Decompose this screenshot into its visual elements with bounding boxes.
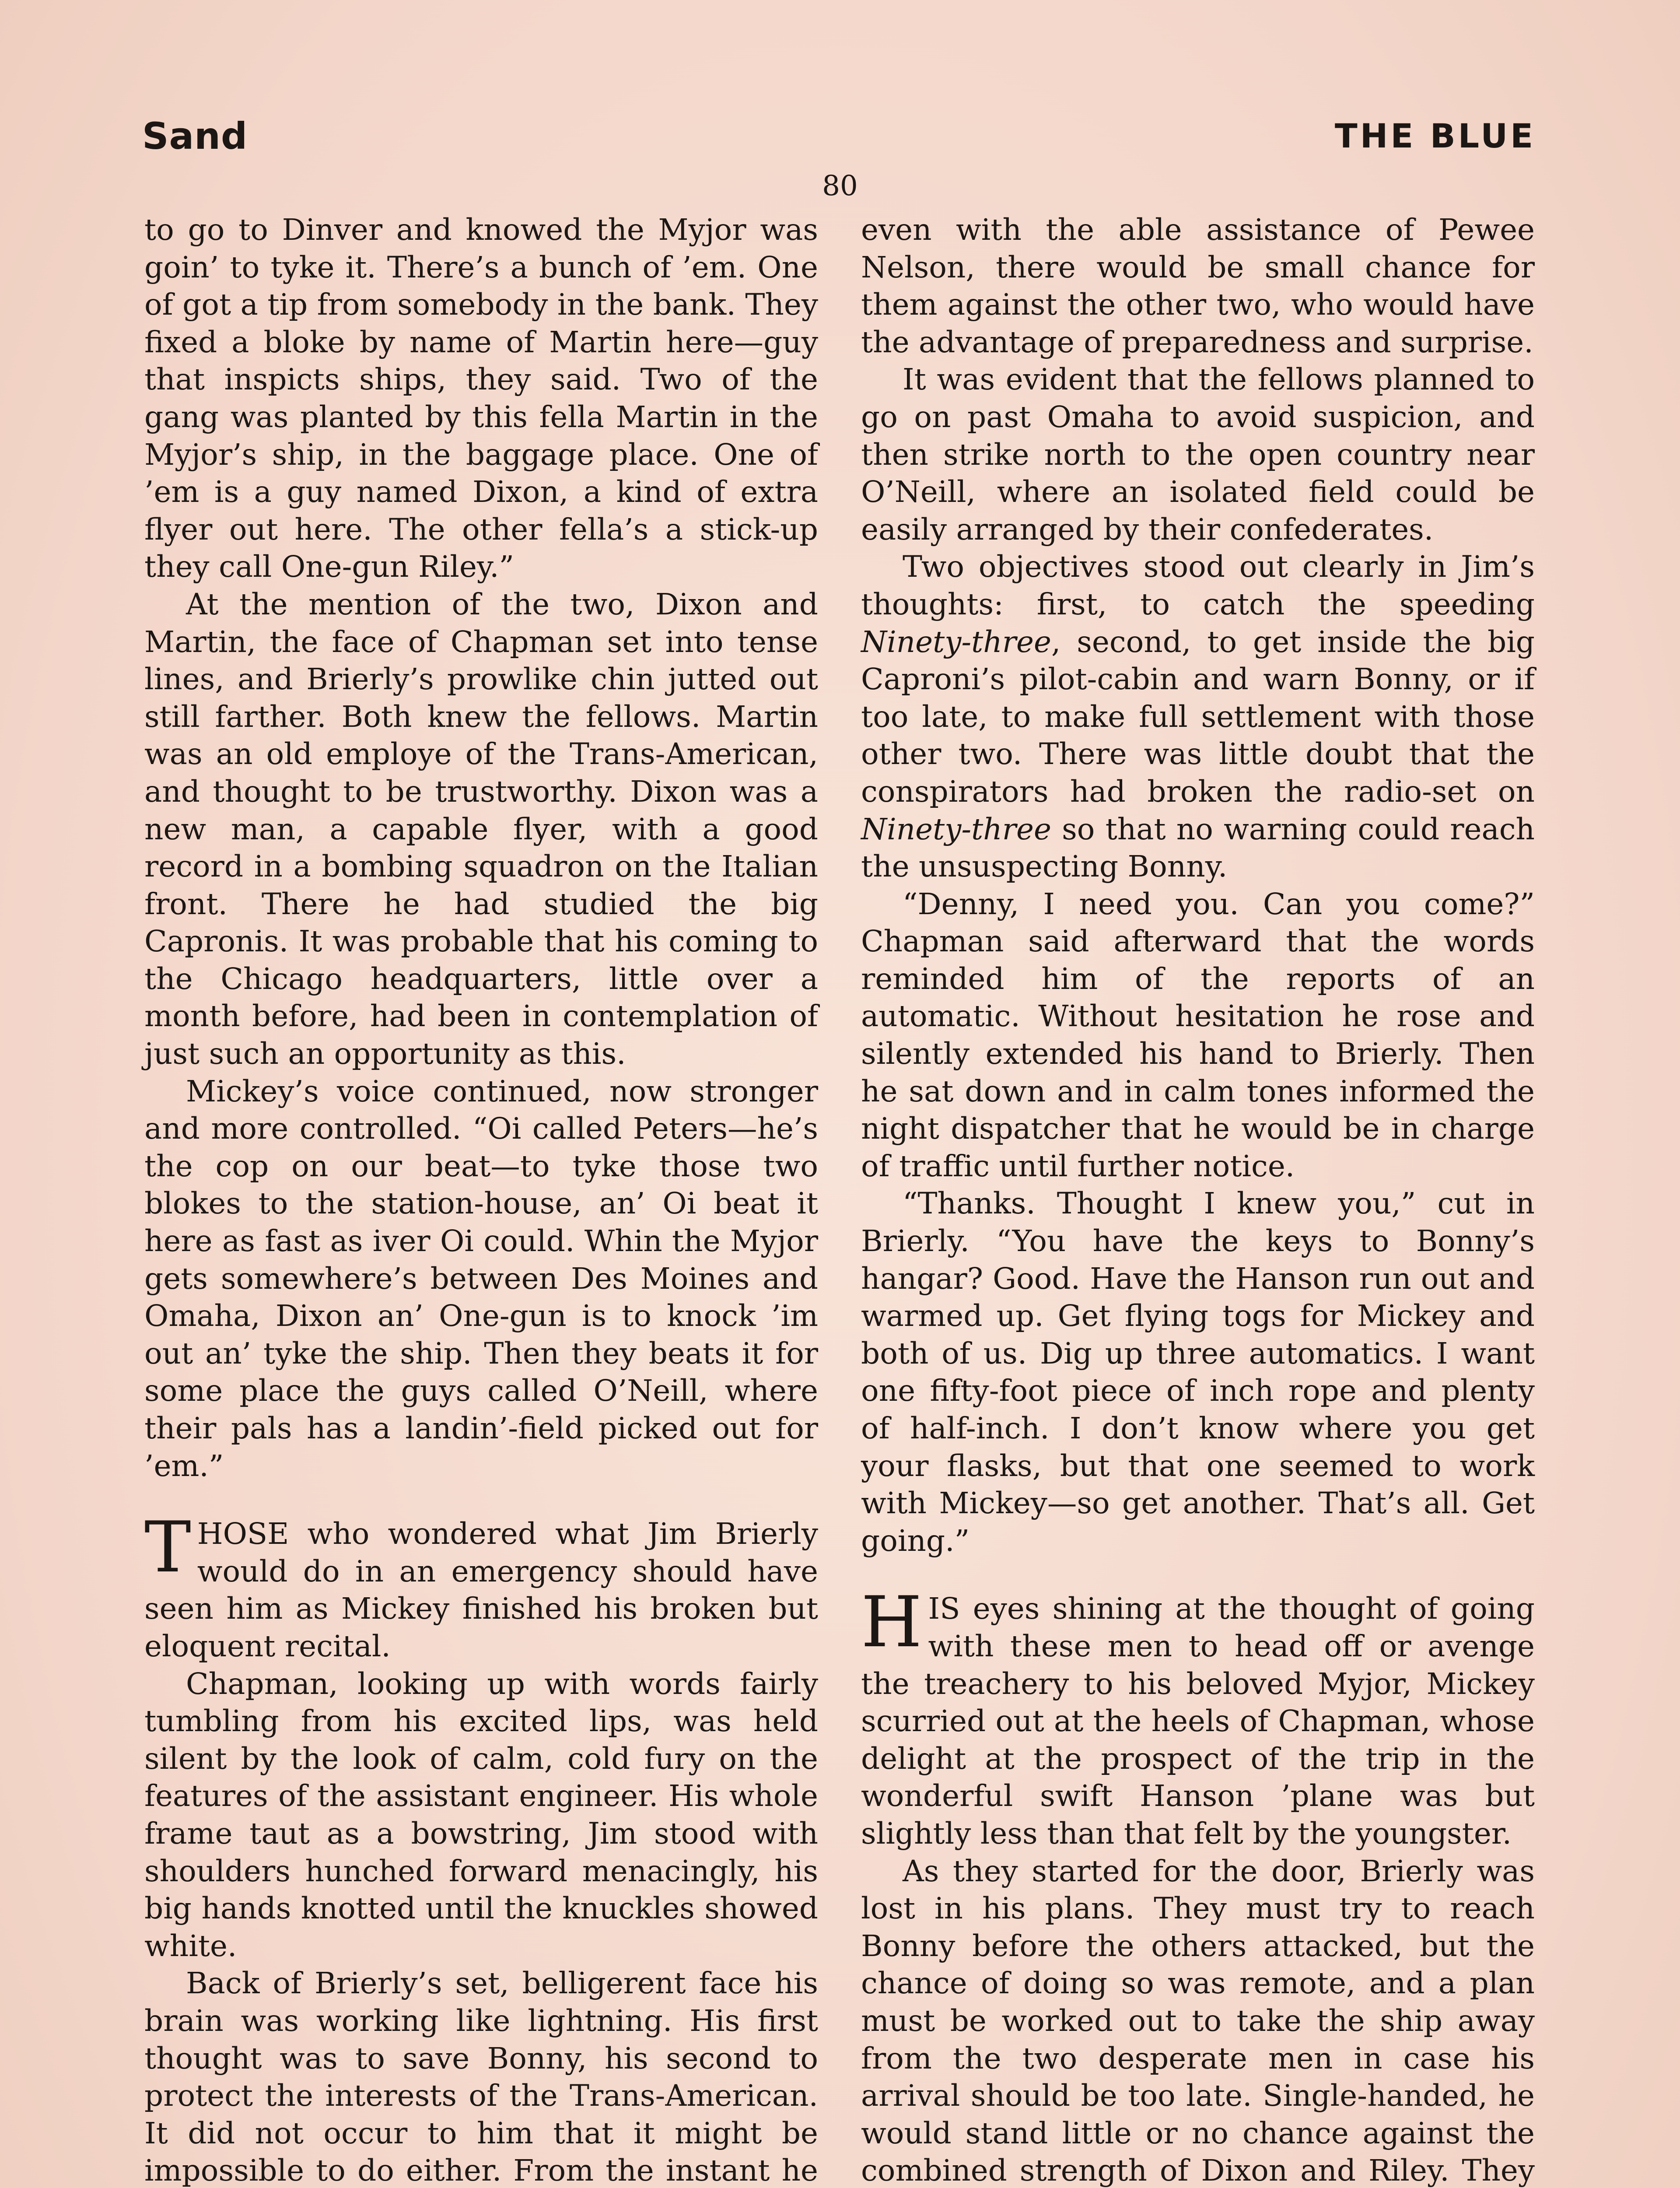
paragraph: Back of Brierly’s set, belligerent face his brain was working like lightning. His first thought was to save Bonny, his second to protect the interests of the Trans-American. It did not occur to him that it might be impossible to do either. From the instant he	[144, 1966, 818, 2188]
lead-in: IS	[928, 1591, 960, 1626]
drop-cap: H	[861, 1581, 922, 1663]
drop-cap: T	[144, 1506, 191, 1588]
paragraph-text: eyes shining at the thought of going with these men to head off or avenge the treachery to his beloved Myjor, Mickey scurried out at the heels of Chapman, whose delight at the prospect of the trip in the wonderful swift Hanson ’plane was but slightly less than that felt by the youngster.	[861, 1591, 1535, 1851]
paragraph: As they started for the door, Brierly was lost in his plans. They must try to reach Bonny before the others attacked, but the chance of doing so was remote, and a plan must be worked out to take the ship away from the two desperate men in case his arrival should be too late. Single-handed, he would stand little or no chance against the combined strength of Dixon and Riley. They	[861, 1853, 1535, 2188]
running-head-magazine: THE BLUE	[1334, 116, 1536, 155]
lead-in: HOSE	[197, 1516, 289, 1551]
paragraph-text: who wondered what Jim Brierly would do in an emergency should have seen him as Mickey finished his broken but eloquent recital.	[144, 1516, 818, 1663]
paragraph: It was evident that the fellows planned to go on past Omaha to avoid suspicion, and then strike north to the open country near O’Neill, where an isolated field could be easily arranged by their confederates.	[861, 362, 1535, 547]
left-column	[144, 211, 818, 2188]
paragraph: Two objectives stood out clearly in Jim’s thoughts: first, to catch the speeding Ninety-three, second, to get inside the big Caproni’s pilot-cabin and warn Bonny, or if too late, to make full settlement with those other two. There was little doubt that the conspirators had broken the radio-set on Ninety-three so that no warning could reach the unsuspecting Bonny.	[861, 549, 1535, 884]
section-paragraph	[144, 1506, 818, 1665]
page-number: 80	[822, 170, 858, 202]
paragraph: “Denny, I need you. Can you come?” Chapman said afterward that the words reminded him of the reports of an automatic. Without hesitation he rose and silently extended his hand to Brierly. Then he sat down and in calm tones informed the night dispatcher that he would be in charge of traffic until further notice.	[861, 886, 1535, 1183]
running-head-title: Sand	[142, 115, 248, 158]
paragraph: even with the able assistance of Pewee Nelson, there would be small chance for them against the other two, who would have the advantage of preparedness and surprise.	[861, 212, 1535, 359]
paragraph: Chapman, looking up with words fairly tumbling from his excited lips, was held silent by the look of calm, cold fury on the features of the assistant engineer. His whole frame taut as a bowstring, Jim stood with shoulders hunched forward menacingly, his big hands knotted until the knuckles showed white.	[144, 1666, 818, 1963]
right-column	[861, 211, 1535, 2188]
paragraph: “Thanks. Thought I knew you,” cut in Brierly. “You have the keys to Bonny’s hangar? Good. Have the Hanson run out and warmed up. Get flying togs for Mickey and both of us. Dig up three automatics. I want one fifty-foot piece of inch rope and plenty of half-inch. I don’t know where you get your flasks, but that one seemed to work with Mickey—so get another. That’s all. Get going.”	[861, 1186, 1535, 1558]
section-paragraph	[861, 1581, 1535, 1852]
paragraph: to go to Dinver and knowed the Myjor was goin’ to tyke it. There’s a bunch of ’em. One of got a tip from somebody in the bank. They fixed a bloke by name of Martin here—guy that inspicts ships, they said. Two of the gang was planted by this fella Martin in the Myjor’s ship, in the baggage place. One of ’em is a guy named Dixon, a kind of extra flyer out here. The other fella’s a stick-up they call One-gun Riley.”	[144, 212, 818, 584]
paragraph: At the mention of the two, Dixon and Martin, the face of Chapman set into tense lines, and Brierly’s prowlike chin jutted out still farther. Both knew the fellows. Martin was an old employe of the Trans-American, and thought to be trustworthy. Dixon was a new man, a capable flyer, with a good record in a bombing squadron on the Italian front. There he had studied the big Capronis. It was probable that his coming to the Chicago headquarters, little over a month before, had been in contemplation of just such an opportunity as this.	[144, 586, 818, 1071]
paragraph: Mickey’s voice continued, now stronger and more controlled. “Oi called Peters—he’s the cop on our beat—to tyke those two blokes to the station-house, an’ Oi beat it here as fast as iver Oi could. Whin the Myjor gets somewhere’s between Des Moines and Omaha, Dixon an’ One-gun is to knock ’im out an’ tyke the ship. Then they beats it for some place the guys called O’Neill, where their pals has a landin’-field picked out for ’em.”	[144, 1073, 818, 1483]
